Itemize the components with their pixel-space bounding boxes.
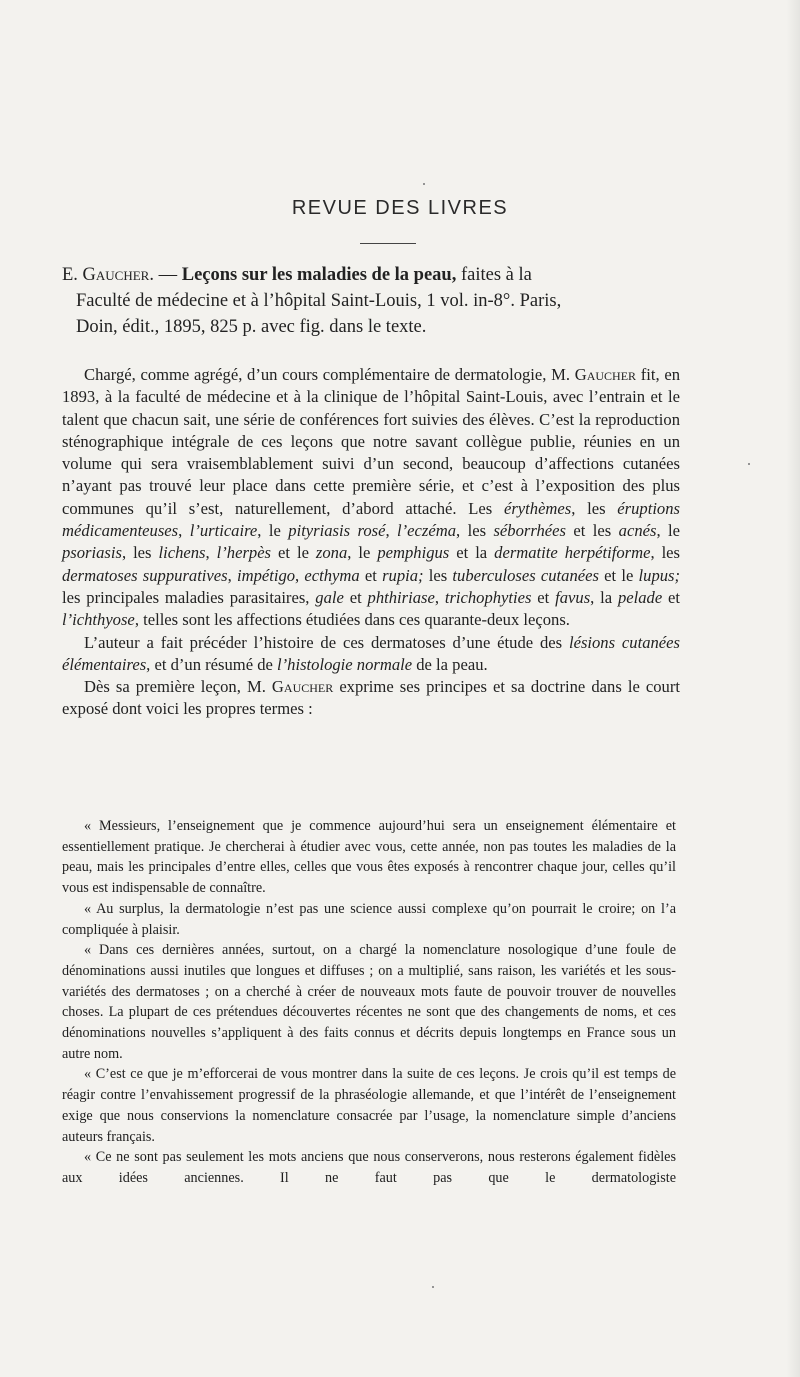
author-name: Gaucher (574, 365, 637, 384)
disease-term: pemphigus (377, 543, 450, 563)
book-reference (62, 262, 680, 340)
page-edge-shadow (786, 0, 800, 1377)
disease-term: gale (315, 587, 344, 607)
disease-term: zona (315, 543, 348, 563)
page-title: REVUE DES LIVRES (291, 197, 509, 219)
text-run: , les (456, 521, 494, 541)
text-run: , le (347, 543, 378, 563)
text-run: , (178, 521, 190, 541)
text-run: , (227, 565, 237, 585)
disease-term: impétigo (236, 565, 296, 585)
text-run: et (359, 565, 383, 585)
text-run: et (531, 587, 556, 607)
text-run: , (205, 543, 217, 563)
quote-paragraph-3: « Dans ces dernières années, surtout, on a chargé la nomenclature nosologique d’une foule de dénominations aussi inutiles que longues et diffuses ; on a multiplié, sans raison, les variétés et les sous-variétés des dermatoses ; on a cherché à créer de nouveaux mots faute de pouvoir trouver de nouvelles choses. La plupart de ces prétendues découvertes récentes ne sont que des changements de noms, et ces dénominations nouvelles s’appliquent à des faits connus et décrits depuis longtemps en France sous un autre nom. (62, 942, 676, 1062)
disease-term: séborrhées (493, 521, 566, 541)
text-run: , (295, 565, 305, 585)
book-reference-line-3: Doin, édit., 1895, 825 p. avec fig. dans le texte. (76, 317, 427, 337)
book-author: E. Gaucher. (62, 265, 154, 285)
disease-term: lupus; (638, 565, 681, 585)
quoted-lecture (62, 816, 676, 1189)
text-run: Chargé, comme agrégé, d’un cours complémentaire de dermatologie, M. (84, 365, 575, 384)
author-name: Gaucher (271, 677, 334, 697)
paper-speck (748, 463, 750, 465)
disease-term: l’eczéma (397, 521, 457, 541)
disease-term: l’herpès (216, 543, 272, 563)
text-run: et le (271, 543, 316, 563)
review-paragraph-3 (62, 676, 680, 721)
paper-speck (423, 183, 425, 185)
text-run: , le (656, 521, 681, 541)
text-run: et les (565, 521, 619, 541)
text-run: Dès sa première leçon, M. (84, 677, 272, 697)
disease-term: pityriasis rosé (288, 521, 386, 541)
text-run: L’auteur a fait précéder l’histoire de ces dermatoses d’une étude des (84, 632, 569, 652)
review-body (62, 364, 680, 721)
disease-term: phthiriase (367, 587, 435, 607)
disease-term: ecthyma (304, 565, 360, 585)
text-run: fit, en 1893, à la faculté de médecine et à la clinique de l’hôpital Saint-Louis, avec l’entrain et le talent que chacun sait, une série de conférences fort suivies des élèves. C’est la reproduction sténographique intégrale de ces leçons que notre savant collègue publie, réunies en un volume qui sera vraisemblablement suivi d’un second, beaucoup d’affections cutanées n’ayant pas trouvé leur place dans cette première série, et c’est à l’exposition des plus communes qu’il s’est, naturellement, d’abord attaché. Les (62, 365, 680, 518)
book-line1-rest: faites à la (456, 265, 532, 285)
disease-term: pelade (617, 587, 663, 607)
text-run: , et d’un résumé de (146, 654, 278, 674)
book-reference-line-1 (62, 262, 680, 288)
text-run: les (423, 565, 453, 585)
book-title: Leçons sur les maladies de la peau, (181, 265, 457, 285)
text-run: et (343, 587, 368, 607)
disease-term: éruptions médicamenteuses (62, 498, 680, 541)
quote-paragraph-4: « C’est ce que je m’efforcerai de vous montrer dans la suite de ces leçons. Je crois qu’il est temps de réagir contre l’envahissement progressif de la phraséologie allemande, et que l’intérêt de l’enseignement exige que nous conservions la nomenclature consacrée par l’usage, la nomenclature simple d’anciens auteurs français. (62, 1066, 676, 1145)
disease-term: rupia; (382, 565, 424, 585)
quote-paragraph-5: « Ce ne sont pas seulement les mots anciens que nous conserverons, nous resterons également fidèles aux idées anciennes. Il ne faut pas que le dermatologiste (62, 1149, 676, 1186)
title-rule (360, 243, 416, 244)
disease-term: acnés (618, 521, 657, 541)
book-reference-line-2: Faculté de médecine et à l’hôpital Saint-Louis, 1 vol. in-8°. Paris, (76, 291, 562, 311)
disease-term: dermatite herpétiforme (494, 543, 651, 563)
text-run: , (434, 587, 445, 607)
disease-term: psoriasis (62, 543, 122, 563)
review-paragraph-2 (62, 632, 680, 677)
disease-term: érythèmes (503, 498, 572, 518)
disease-term: trichophyties (444, 587, 532, 607)
text-run: de la peau. (412, 654, 488, 674)
disease-term: favus (555, 587, 591, 607)
disease-term: l’urticaire (189, 521, 258, 541)
emphasis-term: l’histologie normale (277, 654, 413, 674)
text-run: , (385, 521, 398, 541)
paper-speck (432, 1286, 434, 1288)
disease-term: tuberculoses cutanées (452, 565, 599, 585)
emphasis-term: lésions cutanées élémentaires (62, 632, 680, 674)
quote-paragraph-2: « Au surplus, la dermatologie n’est pas une science aussi complexe qu’on pourrait le croire; on l’a compliquée à plaisir. (62, 900, 676, 938)
book-dash: — (153, 265, 182, 285)
disease-term: l’ichthyose (62, 610, 135, 630)
quote-paragraph-1: « Messieurs, l’enseignement que je commence aujourd’hui sera un enseignement élémentaire et essentiellement pratique. Je chercherai à étudier avec vous, cette année, non pas toutes les maladies de la peau, mais les principales d’entre elles, celles que vous êtes exposés à rencontrer chaque jour, celles qu’il vous est indispensable de connaître. (62, 818, 676, 897)
text-run: , la (590, 587, 618, 607)
text-run: et (662, 587, 681, 607)
text-run: , les (571, 498, 618, 518)
text-run: , les (121, 543, 159, 563)
text-run: exprime ses principes et sa doctrine dans le court exposé dont voici les propres termes : (62, 677, 680, 719)
review-paragraph-1 (62, 364, 680, 632)
text-run: , le (257, 521, 289, 541)
text-run: et le (598, 565, 639, 585)
disease-term: lichens (158, 543, 206, 563)
disease-term: dermatoses suppuratives (62, 565, 228, 585)
text-run: , telles sont les affections étudiées dans ces quarante-deux leçons. (134, 610, 570, 630)
text-run: et la (449, 543, 495, 563)
text-run: les principales maladies parasitaires, (62, 587, 316, 607)
text-run: , les (650, 543, 681, 563)
